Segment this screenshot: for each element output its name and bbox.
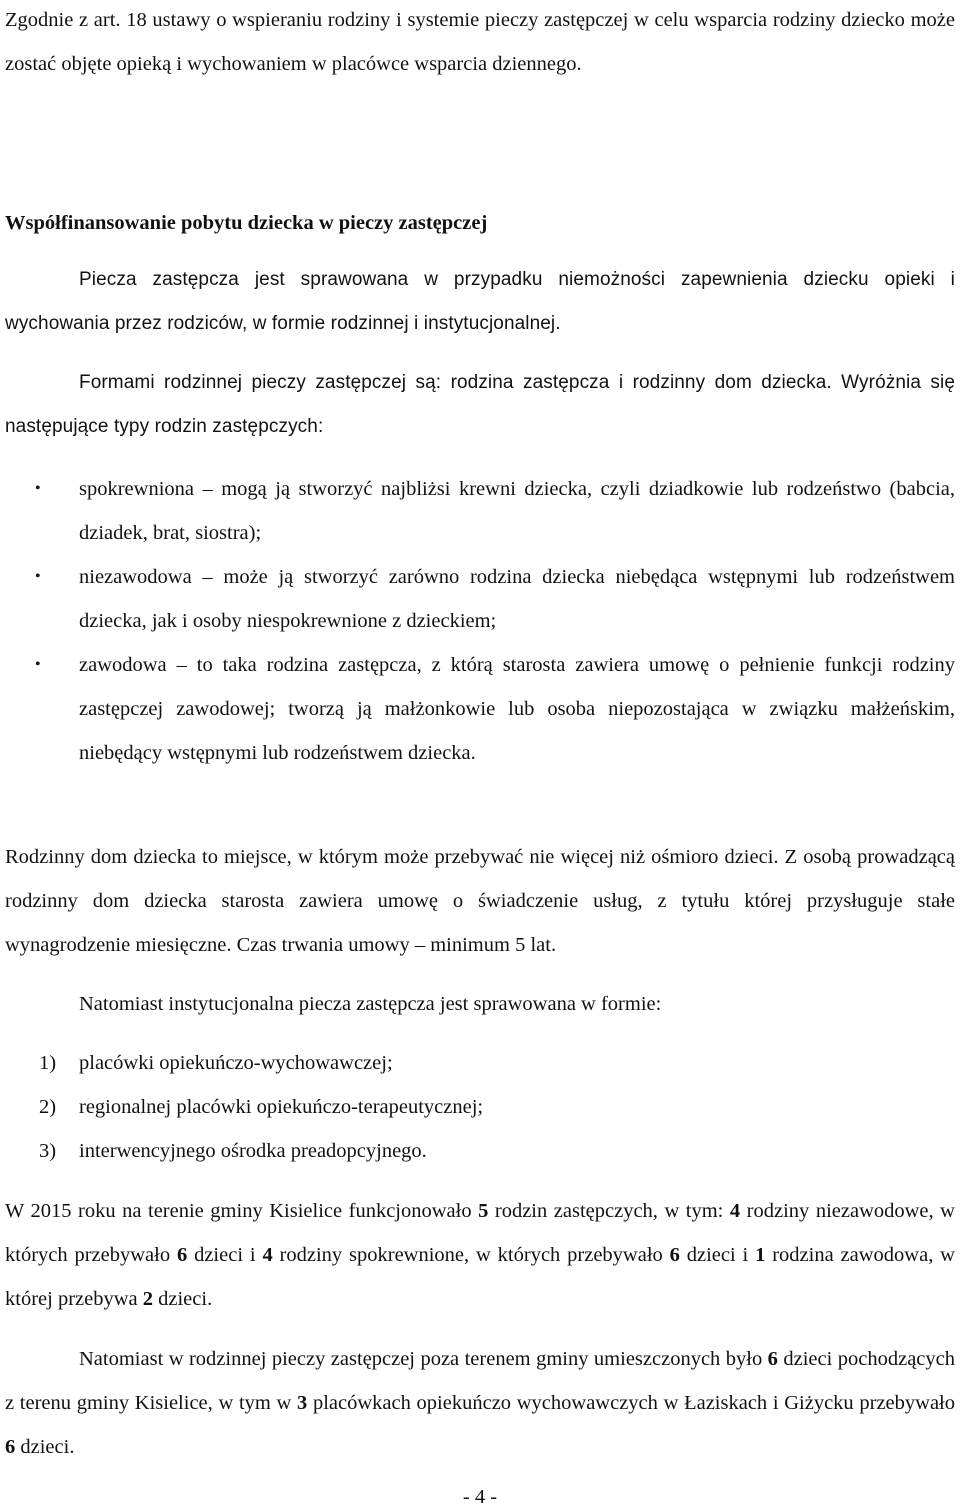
institutional-forms-list (5, 1041, 955, 1173)
paragraph-statystyka-2015: W 2015 roku na terenie gminy Kisielice funkcjonowało 5 rodzin zastępczych, w tym: 4 rodziny niezawodowe, w których przebywało 6 dzieci i 4 rodziny spokrewnione, w których przebywało 6 dzieci i 1 rodzina zawodowa, w której przebywa 2 dzieci. (5, 1200, 955, 1310)
page-number: - 4 - (462, 1486, 498, 1508)
foster-family-types-list (5, 467, 955, 775)
list-item-text: zawodowa – to taka rodzina zastępcza, z którą starosta zawiera umowę o pełnienie funkcji rodziny zastępczej zawodowej; tworzą ją małżonkowie lub osoba niepozostająca w związku małżeńskim, niebędący wstępnymi lub rodzeństwem dziecka. (79, 654, 955, 764)
list-item (5, 1085, 955, 1129)
list-item (5, 643, 955, 775)
bullet-icon: • (35, 568, 41, 585)
list-item-text: placówki opiekuńczo-wychowawczej; (79, 1052, 393, 1074)
list-number: 1) (39, 1052, 57, 1074)
list-number: 3) (39, 1140, 57, 1162)
paragraph-formy-rodzinne: Formami rodzinnej pieczy zastępczej są: rodzina zastępcza i rodzinny dom dziecka. Wyróżnia się następujące typy rodzin zastępczych: (5, 372, 955, 437)
list-item (5, 1129, 955, 1173)
list-item (5, 467, 955, 555)
paragraph-instytucjonalna: Natomiast instytucjonalna piecza zastępcza jest sprawowana w formie: (79, 993, 662, 1015)
list-number: 2) (39, 1096, 57, 1118)
section-heading: Współfinansowanie pobytu dziecka w pieczy zastępczej (5, 212, 488, 234)
list-item-text: niezawodowa – może ją stworzyć zarówno rodzina dziecka niebędąca wstępnymi lub rodzeństwem dziecka, jak i osoby niespokrewnione z dzieckiem; (79, 566, 955, 632)
list-item-text: regionalnej placówki opiekuńczo-terapeutycznej; (79, 1096, 484, 1118)
bullet-icon: • (35, 480, 41, 497)
list-item (5, 1041, 955, 1085)
list-item-text: spokrewniona – mogą ją stworzyć najbliżsi krewni dziecka, czyli dziadkowie lub rodzeństwo (babcia, dziadek, brat, siostra); (79, 478, 955, 544)
paragraph-rodzinny-dom-dziecka: Rodzinny dom dziecka to miejsce, w którym może przebywać nie więcej niż ośmioro dzieci. Z osobą prowadzącą rodzinny dom dziecka starosta zawiera umowę o świadczenie usług, z tytułu której przysługuje stałe wynagrodzenie miesięczne. Czas trwania umowy – minimum 5 lat. (5, 846, 955, 956)
list-item (5, 555, 955, 643)
intro-paragraph: Zgodnie z art. 18 ustawy o wspieraniu rodziny i systemie pieczy zastępczej w celu wsparcia rodziny dziecko może zostać objęte opieką i wychowaniem w placówce wsparcia dziennego. (5, 9, 955, 75)
paragraph-piecza-zastepcza: Piecza zastępcza jest sprawowana w przypadku niemożności zapewnienia dziecku opieki i wychowania przez rodziców, w formie rodzinnej i instytucjonalnej. (5, 269, 955, 334)
list-item-text: interwencyjnego ośrodka preadopcyjnego. (79, 1140, 427, 1162)
paragraph-poza-gmina: Natomiast w rodzinnej pieczy zastępczej poza terenem gminy umieszczonych było 6 dzieci pochodzących z terenu gminy Kisielice, w tym w 3 placówkach opiekuńczo wychowawczych w Łaziskach i Giżycku przebywało 6 dzieci. (5, 1348, 955, 1458)
bullet-icon: • (35, 656, 41, 673)
